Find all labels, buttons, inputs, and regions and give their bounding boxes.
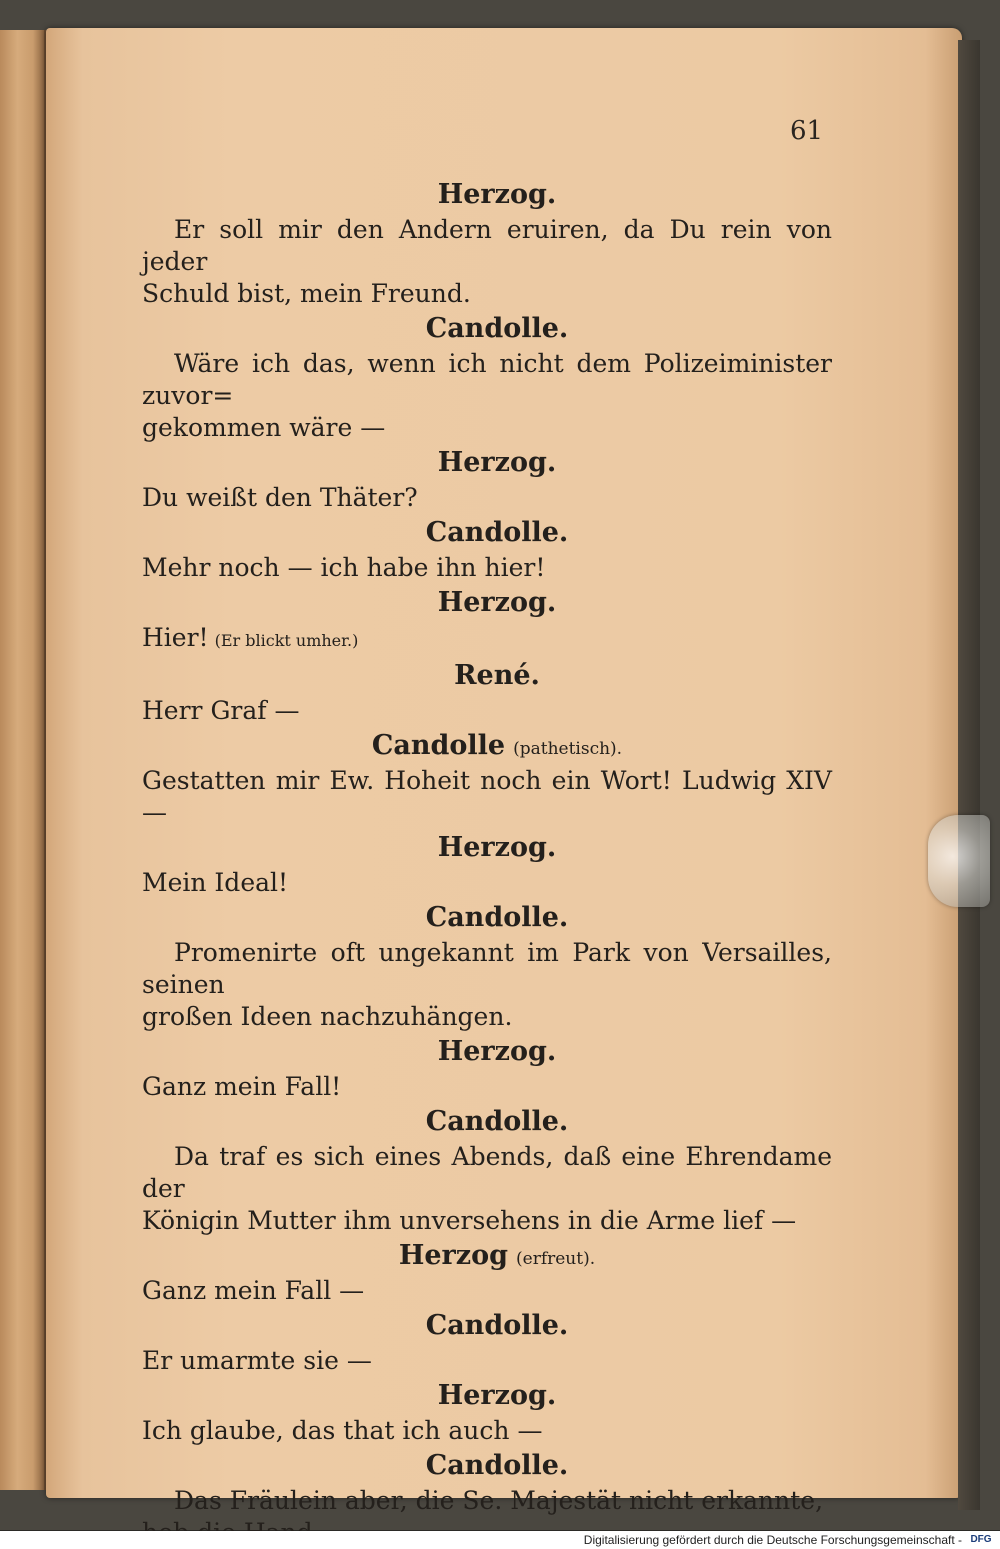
dialogue-text: Ganz mein Fall — — [142, 1276, 365, 1305]
dialogue-text: Mein Ideal! — [142, 868, 289, 897]
speaker-name — [142, 833, 832, 863]
dialogue-line — [142, 1485, 832, 1517]
dialogue-text: Hier! — [142, 623, 209, 652]
dialogue-line — [142, 482, 832, 514]
speaker-label: Herzog — [398, 1240, 508, 1271]
dialogue-line — [142, 412, 832, 444]
dialogue-text: Mehr noch — ich habe ihn hier! — [142, 553, 546, 582]
dialogue-line — [142, 622, 832, 657]
speaker-name — [142, 1451, 832, 1481]
footer-bar — [0, 1531, 1000, 1549]
dialogue-text: Gestatten mir Ew. Hoheit noch ein Wort! Ludwig XIV — — [142, 766, 832, 827]
speaker-label: Herzog. — [437, 832, 557, 863]
stage-direction: (erfreut). — [516, 1249, 596, 1269]
speaker-name — [142, 448, 832, 478]
speaker-name — [142, 731, 832, 761]
dialogue-text: Ganz mein Fall! — [142, 1072, 342, 1101]
dialogue-line — [142, 278, 832, 310]
speaker-name — [142, 903, 832, 933]
speaker-name — [142, 588, 832, 618]
speaker-name — [142, 1241, 832, 1271]
dialogue-line — [142, 937, 832, 1001]
book-spine — [958, 40, 980, 1510]
dialogue-line — [142, 765, 832, 829]
speaker-label: Herzog. — [437, 1036, 557, 1067]
speaker-name — [142, 314, 832, 344]
dialogue-text: Er umarmte sie — — [142, 1346, 372, 1375]
dialogue-text: Wäre ich das, wenn ich nicht dem Polizeiminister zuvor= — [142, 349, 832, 410]
speaker-label: René. — [454, 660, 540, 691]
dfg-logo-icon: DFG — [970, 1534, 992, 1545]
dialogue-text: Das Fräulein aber, die Se. Majestät nicht erkannte, — [174, 1486, 824, 1515]
funding-notice: Digitalisierung gefördert durch die Deutsche Forschungsgemeinschaft - — [583, 1533, 962, 1547]
speaker-label: Candolle. — [425, 1106, 569, 1137]
dialogue-text: Schuld bist, mein Freund. — [142, 279, 471, 308]
speaker-label: Herzog. — [437, 1380, 557, 1411]
left-page-edge — [0, 30, 46, 1490]
speaker-name — [142, 1107, 832, 1137]
dialogue-line — [142, 214, 832, 278]
speaker-label: Herzog. — [437, 447, 557, 478]
speaker-name — [142, 518, 832, 548]
speaker-label: Candolle — [371, 730, 506, 761]
dialogue-line — [142, 1001, 832, 1033]
page-number: 61 — [790, 116, 824, 146]
speaker-label: Herzog. — [437, 179, 557, 210]
speaker-label: Candolle. — [425, 1450, 569, 1481]
speaker-name — [142, 1381, 832, 1411]
dialogue-line — [142, 1141, 832, 1205]
page-clip — [928, 815, 990, 907]
dialogue-text: Da traf es sich eines Abends, daß eine Ehrendame der — [142, 1142, 832, 1203]
speaker-label: Herzog. — [437, 587, 557, 618]
speaker-label: Candolle. — [425, 1310, 569, 1341]
dialogue-text: Er soll mir den Andern eruiren, da Du rein von jeder — [142, 215, 832, 276]
dialogue-line — [142, 552, 832, 584]
dialogue-text: Königin Mutter ihm unversehens in die Arme lief — — [142, 1206, 797, 1235]
speaker-label: Candolle. — [425, 313, 569, 344]
dialogue-line — [142, 1415, 832, 1447]
stage-direction: (Er blickt umher.) — [214, 631, 359, 650]
speaker-name — [142, 661, 832, 691]
dialogue-line — [142, 1275, 832, 1307]
dialogue-text: Du weißt den Thäter? — [142, 483, 418, 512]
speaker-name — [142, 180, 832, 210]
dialogue-line — [142, 348, 832, 412]
dialogue-line — [142, 695, 832, 727]
dialogue-line — [142, 1205, 832, 1237]
speaker-name — [142, 1311, 832, 1341]
dialogue-text: Promenirte oft ungekannt im Park von Versailles, seinen — [142, 938, 832, 999]
speaker-label: Candolle. — [425, 517, 569, 548]
play-text — [142, 180, 832, 1549]
dialogue-line — [142, 1071, 832, 1103]
dialogue-line — [142, 867, 832, 899]
dialogue-line — [142, 1345, 832, 1377]
dialogue-text: großen Ideen nachzuhängen. — [142, 1002, 513, 1031]
dialogue-text: Herr Graf — — [142, 696, 300, 725]
stage-direction: (pathetisch). — [513, 739, 623, 759]
dialogue-text: Ich glaube, das that ich auch — — [142, 1416, 543, 1445]
speaker-label: Candolle. — [425, 902, 569, 933]
dialogue-text: gekommen wäre — — [142, 413, 386, 442]
speaker-name — [142, 1037, 832, 1067]
